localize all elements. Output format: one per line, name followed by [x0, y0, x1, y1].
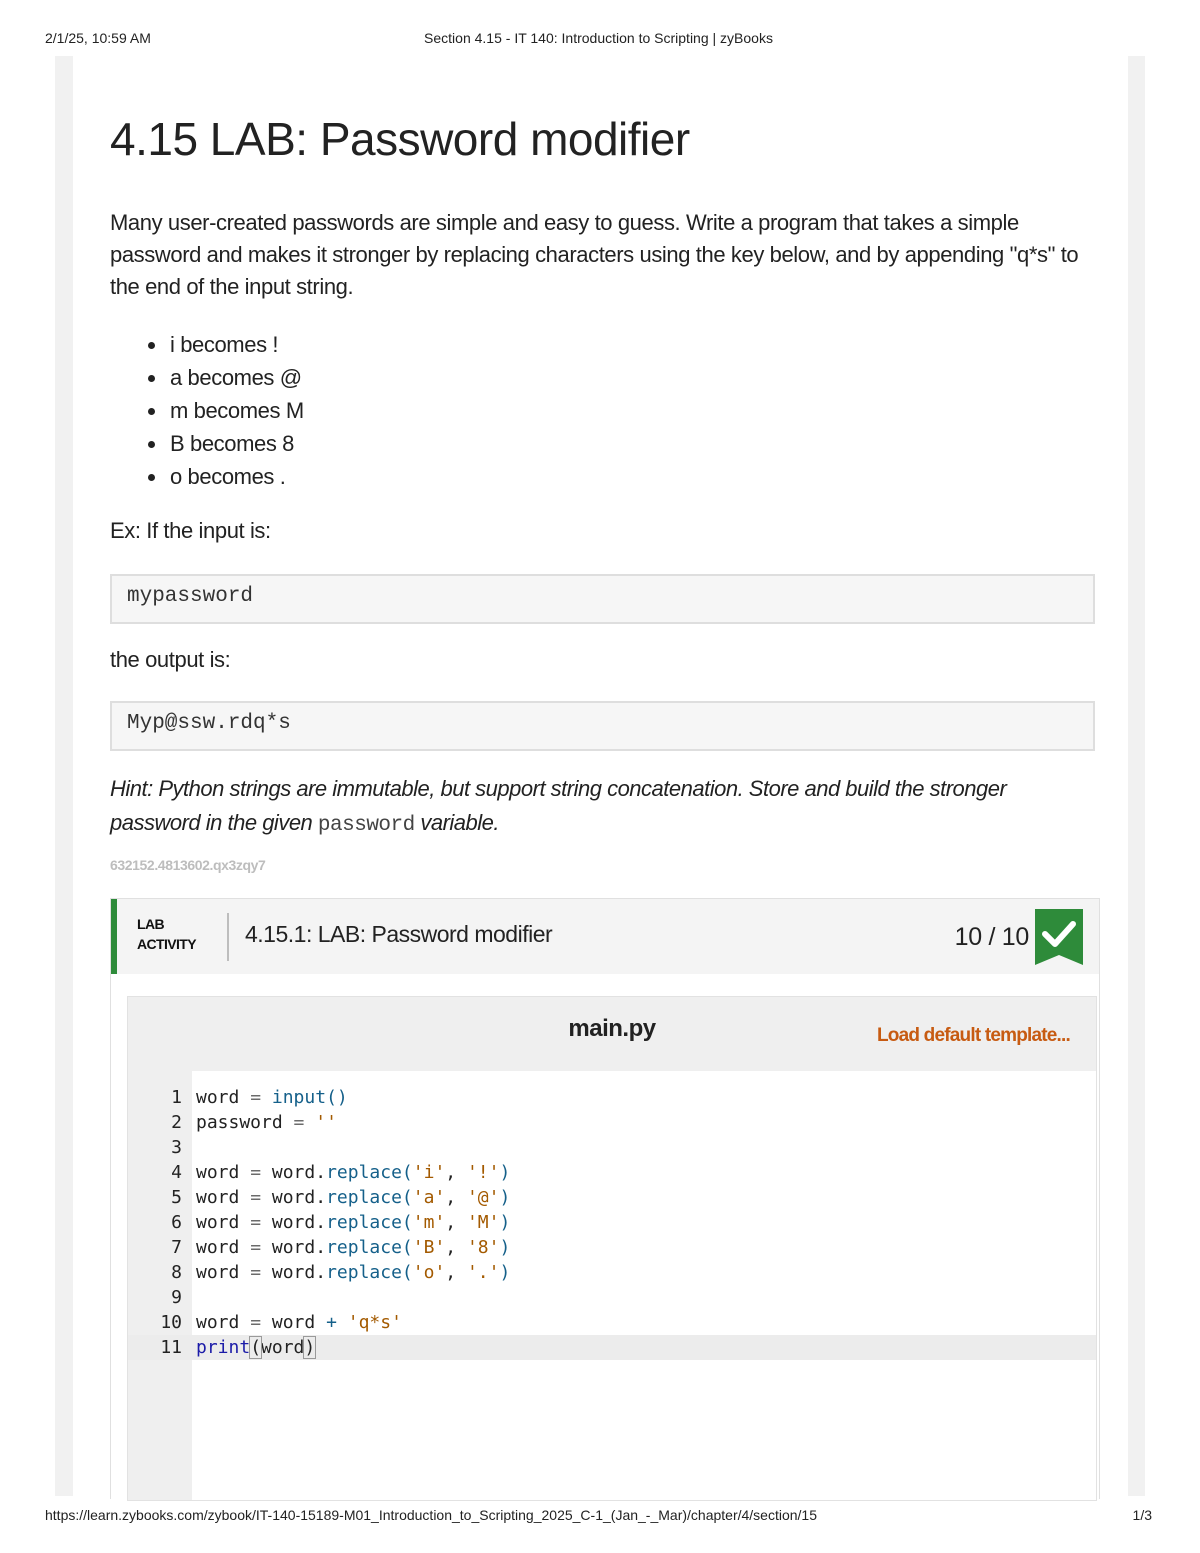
lab-activity-header: [111, 899, 1099, 974]
header-divider: [227, 913, 229, 961]
page-right-margin: [1128, 56, 1145, 1496]
print-datetime: 2/1/25, 10:59 AM: [45, 30, 151, 46]
hint-suffix: variable.: [414, 810, 500, 835]
content-id: 632152.4813602.qx3zqy7: [110, 857, 266, 873]
code-line[interactable]: [128, 1135, 1096, 1160]
replacement-key-list: [110, 328, 304, 493]
code-editor[interactable]: [127, 996, 1097, 1501]
line-number: 2: [171, 1112, 182, 1133]
lab-intro-paragraph: Many user-created passwords are simple and easy to guess. Write a program that takes a simple password and makes it stronger by replacing characters using the key below, and by appending "q*s" to the end of the input string.: [110, 210, 1079, 299]
example-output-code: Myp@ssw.rdq*s: [127, 712, 291, 735]
line-number: 5: [171, 1187, 182, 1208]
example-input-code: mypassword: [127, 585, 254, 608]
line-number: 1: [171, 1087, 182, 1108]
lab-activity-card: [110, 898, 1100, 1499]
print-footer: [45, 1507, 1152, 1527]
code-line[interactable]: 10 word = word + 'q*s': [128, 1310, 1096, 1335]
page-left-margin: [55, 56, 73, 1496]
editor-toolbar: [128, 997, 1096, 1071]
lab-activity-tag: [137, 914, 196, 954]
code-line[interactable]: 7 word = word.replace('B', '8'): [128, 1235, 1096, 1260]
line-number: 3: [171, 1137, 182, 1158]
hint-paragraph: [110, 772, 1100, 843]
print-url: https://learn.zybooks.com/zybook/IT-140-15189-M01_Introduction_to_Scripting_2025_C-1_(Jan_-_Mar)/chapter/4/section/15: [45, 1507, 817, 1523]
list-item: • a becomes @: [168, 361, 304, 394]
file-name: main.py: [568, 1015, 656, 1042]
code-line[interactable]: 8 word = word.replace('o', '.'): [128, 1260, 1096, 1285]
example-input-label: Ex: If the input is:: [110, 518, 271, 543]
code-line[interactable]: 4 word = word.replace('i', '!'): [128, 1160, 1096, 1185]
example-output-box: [110, 701, 1095, 751]
lab-score: 10 / 10: [954, 923, 1029, 951]
print-header: [45, 30, 1152, 50]
code-line-active[interactable]: 11 print(word): [128, 1335, 1096, 1360]
line-number: 8: [171, 1262, 182, 1283]
line-number: 7: [171, 1237, 182, 1258]
example-output-label: the output is:: [110, 647, 231, 672]
code-line[interactable]: 2 password = '': [128, 1110, 1096, 1135]
lab-tag-line1: LAB: [137, 916, 164, 932]
hint-code: password: [317, 814, 415, 837]
list-item: • m becomes M: [168, 394, 304, 427]
section-title: 4.15 LAB: Password modifier: [110, 113, 690, 165]
list-item: • B becomes 8: [168, 427, 304, 460]
line-number: 11: [160, 1337, 182, 1358]
print-page-number: 1/3: [1132, 1507, 1152, 1523]
lab-tag-line2: ACTIVITY: [137, 936, 196, 952]
load-default-template-link[interactable]: Load default template...: [877, 1025, 1070, 1046]
code-line[interactable]: 6 word = word.replace('m', 'M'): [128, 1210, 1096, 1235]
line-number: 9: [171, 1287, 182, 1308]
print-page-title: Section 4.15 - IT 140: Introduction to Scripting | zyBooks: [424, 30, 773, 46]
line-number: 6: [171, 1212, 182, 1233]
checkmark-icon: [1035, 909, 1083, 965]
list-item: • o becomes .: [168, 460, 304, 493]
line-number: 10: [160, 1312, 182, 1333]
code-line[interactable]: 5 word = word.replace('a', '@'): [128, 1185, 1096, 1210]
line-number: 4: [171, 1162, 182, 1183]
hint-text: Hint: Python strings are immutable, but support string concatenation. Store and build the stronger password in the given: [110, 776, 1007, 835]
list-item: • i becomes !: [168, 328, 304, 361]
lab-activity-title: 4.15.1: LAB: Password modifier: [245, 921, 553, 947]
code-line[interactable]: 1 word = input(): [128, 1085, 1096, 1110]
code-area[interactable]: [128, 1085, 1096, 1360]
code-line[interactable]: [128, 1285, 1096, 1310]
example-input-box: [110, 574, 1095, 624]
